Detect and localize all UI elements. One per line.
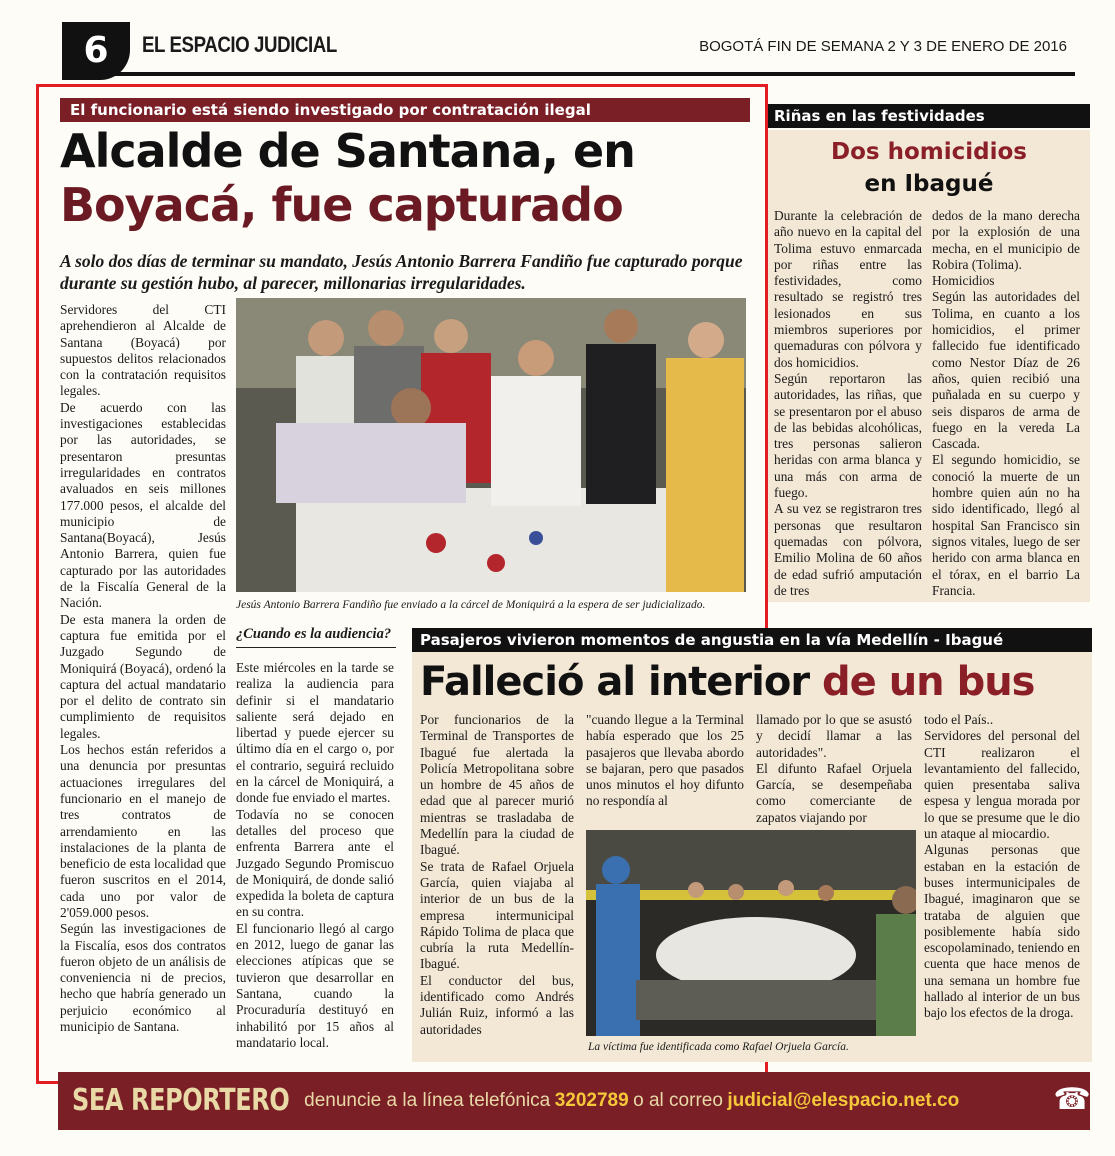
main-kicker: El funcionario está siendo investigado por contratación ilegal [60, 98, 750, 122]
main-headline-line2: Boyacá, fue capturado [60, 178, 623, 232]
footer-brand: SEA REPORTERO [72, 1083, 290, 1118]
bus-headline [420, 656, 1090, 708]
side-headline-line1: Dos homicidios [831, 139, 1027, 165]
footer-text [72, 1072, 959, 1130]
main-deck: A solo dos días de terminar su mandato, Jesús Antonio Barrera Fandiño fue capturado porque durante su gestión hubo, al parecer, millonarias irregularidades. [60, 251, 743, 293]
paragraph: todo el País.. [924, 712, 994, 727]
section-title: EL ESPACIO JUDICIAL [142, 32, 337, 57]
dateline: BOGOTÁ FIN DE SEMANA 2 Y 3 DE ENERO DE 2016 [699, 38, 1067, 55]
paragraph: De acuerdo con las investigaciones establecidas por las autoridades, se presentaron presuntas irregularidades en contratos avaluados en seis millones 177.000 pesos, el alcalde del municipio de Santana(Boyacá), Jesús Antonio Barrera, quien fue capturado por las autoridades de la Fiscalía General de la Nación. [60, 399, 226, 611]
paragraph: Según las autoridades del Tolima, en cuanto a los homicidios, el primer fallecido fue identificado como Nestor Díaz de 26 años, quien recibió una puñalada en su cuerpo y seis disparos de arma de fuego en la vereda La Cascada. [932, 289, 1080, 452]
phone-icon: ☎ [1053, 1082, 1091, 1117]
footer-email[interactable]: judicial@elespacio.net.co [727, 1090, 960, 1111]
page-number: 6 [62, 22, 130, 80]
main-headline [60, 124, 760, 232]
side-kicker: Riñas en las festividades [768, 104, 1090, 128]
bus-headline-a: Falleció al interior [420, 659, 822, 705]
footer-text-2: o al correo [633, 1090, 723, 1111]
paragraph: Se trata de Rafael Orjuela García, quien viajaba al interior de un bus de la empresa intermunicipal Rápido Tolima de placa que cubría la ruta Medellín- Ibagué. [420, 858, 574, 972]
arrest-photo-illustration [236, 298, 746, 592]
bus-headline-b: de un bus [822, 659, 1035, 705]
paragraph: El difunto Rafael Orjuela García, se desempeñaba como comerciante de zapatos viajando por [756, 760, 912, 825]
audiencia-subhead: ¿Cuando es la audiencia? [236, 626, 392, 642]
bus-photo-caption: La víctima fue identificada como Rafael Orjuela García. [588, 1041, 849, 1053]
paragraph: Homicidios [932, 273, 995, 289]
paragraph: El segundo homicidio, se conoció la muerte de un hombre quien aún no ha sido identificado, llegó al hospital San Francisco sin signos vitales, luego de ser herido con arma blanca en el tórax, en el barrio La Francia. [932, 452, 1080, 598]
paragraph: "cuando llegue a la Terminal había esperado que los 25 pasajeros que llevaba abordo se bajaran, pero que pasados unos minutos el hoy difunto no respondía al [586, 712, 744, 809]
paragraph: Según las investigaciones de la Fiscalía, esos dos contratos fueron objeto de un análisis de conveniencia ni de precios, hecho que habría generado un perjuicio económico al municipio de Santana. [60, 921, 226, 1035]
paragraph: Algunas personas que estaban en la estación de buses intermunicipales de Ibagué, imaginaron que se trataba de alguien que posiblemente había sido escopolaminado, teniendo en cuenta que hace menos de una semana un hombre fue hallado al interior de un bus bajo los efectos de la droga. [924, 842, 1080, 1021]
paragraph: llamado por lo que se asustó y decidí llamar a las autoridades". [756, 712, 912, 760]
paragraph: Durante la celebración de año nuevo en la capital del Tolima estuvo enmarcada por riñas entre las festividades, como resultado se registró tres lesionados en sus miembros superiores por quemaduras con pólvora y dos homicidios. [774, 208, 922, 370]
paragraph: Por funcionarios de la Terminal de Transportes de Ibagué fue alertada la Policía Metropolitana sobre un hombre de 45 años de edad que al parecer murió mientras se trasladaba de Medellín para la ciudad de Ibagué. [420, 712, 574, 858]
bus-column-2 [586, 712, 744, 810]
paragraph: Según reportaron las autoridades, las riñas, que se presentaron por el abuso de las bebidas alcohólicas, tres personas salieron heridas con arma blanca y una más con arma de fuego. [774, 370, 922, 501]
paragraph: Servidores del personal del CTI realizaron el levantamiento del fallecido, quien presentaba saliva espesa y lengua morada por lo que se presume que le dio un ataque al miocardio. [924, 728, 1080, 842]
paragraph: Los hechos están referidos a una denuncia por presuntas actuaciones irregulares del funcionario en el manejo de tres contratos de arrendamiento en las instalaciones de la planta de beneficio de esta localidad que fueron suscritos en el 2014, cada uno por valor de 2'059.000 pesos. [60, 742, 226, 920]
paragraph: dedos de la mano derecha por la explosión de una mecha, en el municipio de Robira (Tolima). [932, 208, 1080, 272]
footer-text-1: denuncie a la línea telefónica [304, 1090, 551, 1111]
side-headline [770, 136, 1088, 200]
side-column-1 [774, 208, 922, 599]
bus-column-4 [924, 712, 1080, 1022]
footer-phone[interactable]: 3202789 [554, 1090, 629, 1111]
paragraph: A su vez se registraron tres personas que resultaron quemadas con pólvora, Emilio Molina de 60 años de edad sufrió amputación de tres [774, 501, 922, 598]
bus-photo [586, 830, 916, 1036]
paragraph: De esta manera la orden de captura fue emitida por el Juzgado Segundo de Moniquirá (Boyacá), ordenó la captura del actual mandatario por el delito de contrato sin cumplimiento de requisitos legales. [60, 611, 226, 741]
arrest-photo [236, 298, 746, 592]
main-column-2 [236, 660, 394, 1051]
subhead-rule [236, 647, 396, 648]
side-column-2 [932, 208, 1080, 599]
paragraph: Este miércoles en la tarde se realiza la audiencia para definir si el mandatario saliente será dejado en libertad y puede ejercer su último día en el cargo o, por el contrario, seguirá recluido en la cárcel de Moniquirá, a donde fue enviado el martes. [236, 660, 394, 806]
bus-column-3 [756, 712, 912, 826]
arrest-photo-caption: Jesús Antonio Barrera Fandiño fue enviado a la cárcel de Moniquirá a la espera de ser judicializado. [236, 599, 706, 611]
main-headline-line1: Alcalde de Santana, en [60, 124, 635, 178]
bus-column-1 [420, 712, 574, 1038]
bus-photo-illustration [586, 830, 916, 1036]
bus-kicker: Pasajeros vivieron momentos de angustia en la vía Medellín - Ibagué [412, 628, 1092, 652]
side-headline-line2: en Ibagué [864, 171, 994, 197]
paragraph: El conductor del bus, identificado como Andrés Julián Ruiz, informó a las autoridades [420, 972, 574, 1037]
paragraph: El funcionario llegó al cargo en 2012, luego de ganar las elecciones atípicas que se tuvieron que desarrollar en Santana, cuando la Procuraduría destituyó en inhabilitó por 15 años al mandatario local. [236, 920, 394, 1050]
main-column-1 [60, 302, 226, 1035]
paragraph: Servidores del CTI aprehendieron al Alcalde de Santana (Boyacá) por supuestos delitos relacionados con la contratación requisitos legales. [60, 302, 226, 399]
header-rule [62, 72, 1075, 76]
paragraph: Todavía no se conocen detalles del proceso que enfrenta Barrera ante el Juzgado Segundo Promiscuo de Moniquirá, de donde salió expedida la boleta de captura en su contra. [236, 806, 394, 920]
